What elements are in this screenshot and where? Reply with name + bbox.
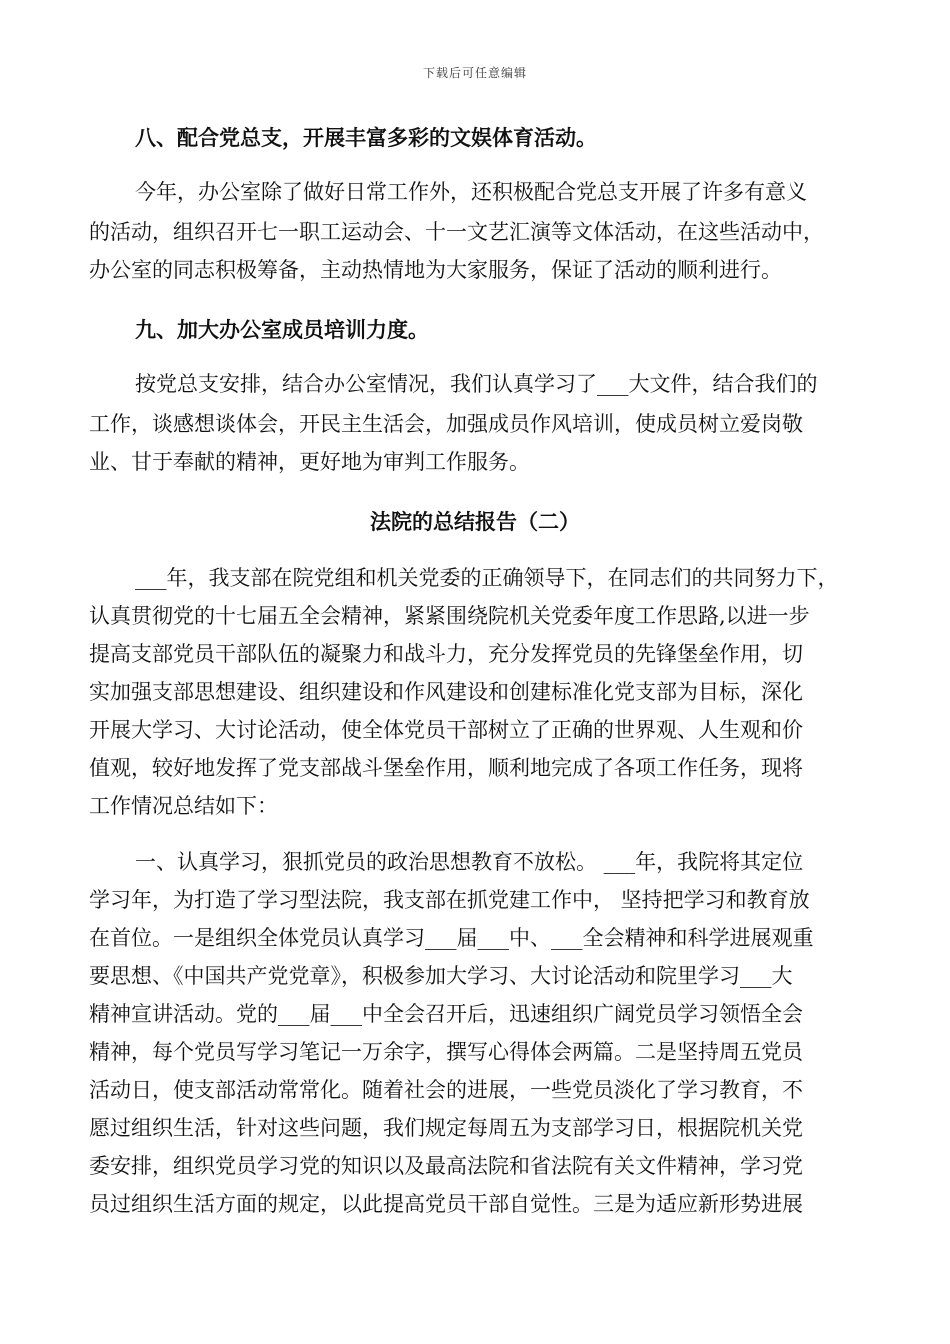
paragraph-line: 办公室的同志积极筹备，主动热情地为大家服务，保证了活动的顺利进行。 <box>89 258 782 282</box>
paragraph-line: 按党总支安排，结合办公室情况，我们认真学习了___大文件，结合我们的 <box>135 372 818 396</box>
paragraph-line: 学习年，为打造了学习型法院，我支部在抓党建工作中， 坚持把学习和教育放 <box>89 888 810 912</box>
paragraph-line: 提高支部党员干部队伍的凝聚力和战斗力，充分发挥党员的先锋堡垒作用，切 <box>89 642 803 666</box>
paragraph-line: 精神，每个党员写学习笔记一万余字，撰写心得体会两篇。二是坚持周五党员 <box>89 1040 803 1064</box>
paragraph-line: 的活动，组织召开七一职工运动会、十一文艺汇演等文体活动，在这些活动中， <box>89 220 824 244</box>
paragraph-line: 活动日，使支部活动常常化。随着社会的进展，一些党员淡化了学习教育，不 <box>89 1078 803 1102</box>
paragraph-line: ___年，我支部在院党组和机关党委的正确领导下，在同志们的共同努力下， <box>135 566 839 590</box>
paragraph-line: 开展大学习、大讨论活动，使全体党员干部树立了正确的世界观、人生观和价 <box>89 718 803 742</box>
section-heading-9: 九、加大办公室成员培训力度。 <box>135 317 429 342</box>
paragraph-line: 业、甘于奉献的精神，更好地为审判工作服务。 <box>89 450 530 474</box>
paragraph-line: 工作，谈感想谈体会，开民主生活会，加强成员作风培训，使成员树立爱岗敬 <box>89 412 803 436</box>
paragraph-line: 一、认真学习，狠抓党员的政治思想教育不放松。 ___年，我院将其定位 <box>135 850 804 874</box>
paragraph-line: 实加强支部思想建设、组织建设和作风建设和创建标准化党支部为目标，深化 <box>89 680 803 704</box>
paragraph-line: 委安排，组织党员学习党的知识以及最高法院和省法院有关文件精神，学习党 <box>89 1154 803 1178</box>
paragraph-line: 愿过组织生活，针对这些问题，我们规定每周五为支部学习日，根据院机关党 <box>89 1116 803 1140</box>
report-title: 法院的总结报告（二） <box>370 509 580 534</box>
paragraph-line: 在首位。一是组织全体党员认真学习___届___中、___全会精神和科学进展观重 <box>89 926 814 950</box>
paragraph-line: 工作情况总结如下： <box>89 794 278 818</box>
paragraph-line: 值观，较好地发挥了党支部战斗堡垒作用，顺利地完成了各项工作任务，现将 <box>89 756 803 780</box>
section-heading-8: 八、配合党总支，开展丰富多彩的文娱体育活动。 <box>135 125 597 150</box>
paragraph-line: 精神宣讲活动。党的___届___中全会召开后，迅速组织广阔党员学习领悟全会 <box>89 1002 803 1026</box>
paragraph-line: 要思想、《中国共产党党章》，积极参加大学习、大讨论活动和院里学习___大 <box>89 964 793 988</box>
page-header: 下载后可任意编辑 <box>422 66 527 80</box>
paragraph-line: 今年，办公室除了做好日常工作外，还积极配合党总支开展了许多有意义 <box>135 180 807 204</box>
paragraph-line: 员过组织生活方面的规定，以此提高党员干部自觉性。三是为适应新形势进展 <box>89 1192 803 1216</box>
paragraph-line: 认真贯彻党的十七届五全会精神，紧紧围绕院机关党委年度工作思路,以进一步 <box>89 604 810 628</box>
